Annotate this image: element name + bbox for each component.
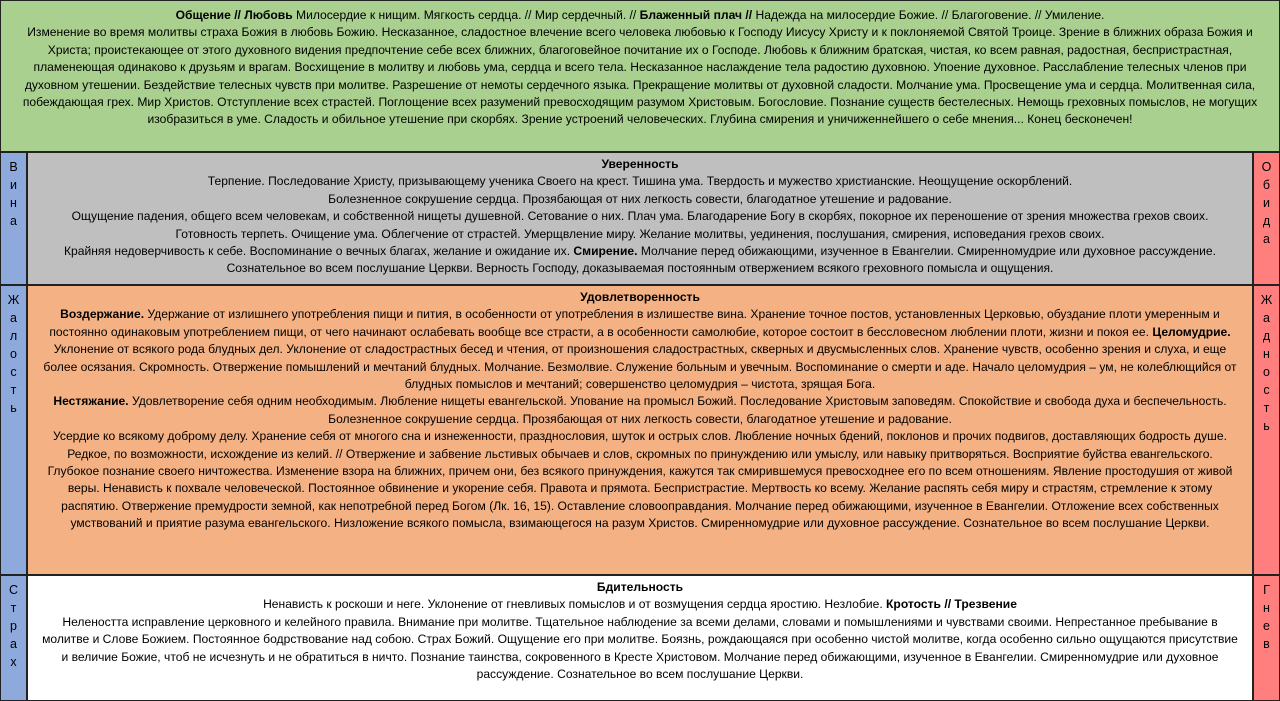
love-paragraph: Изменение во время молитвы страха Божия в любовь Божию. Несказанное, сладостное влечение всего человека любовью к Господу Иисусу Христу и к поклоняемой Святой Троице. Зрение в ближних образа Божия и Христа; проистекающее от этого духовного видения предпочтение себе всех ближних, благоговейное почитание их о Господе. Любовь к ближним братская, чистая, ко всем равная, радостная, беспристрастная, пламенеющая одинаково к друзьям и врагам. Восхищение в молитву и любовь ума, сердца и всего тела. Несказанное наслаждение тела радостию духовною. Упоение духовное. Расслабление телесных членов при духовном утешении. Бездействие телесных чувств при молитве. Разрешение от немоты сердечного языка. Прекращение молитвы от духовной сладости. Молчание ума. Просвещение ума и сердца. Молитвенная сила, побеждающая грех. Мир Христов. Отступление всех страстей. Поглощение всех разумений превосходящим разумом Христовым. Богословие. Познание существ бестелесных. Немощь греховных помыслов, не могущих изобразиться в уме. Сладость и обильное утешение при скорбях. Зрение устроений человеческих. Глубина смирения и уничиженнейшего о себе мнения... Конец бесконечен! [22,25,1258,127]
side-label-anger [1253,575,1280,701]
confidence-text-4c: Молчание перед обижающими, изученное в Евангелии. Смиренномудрие или духовное рассуждение. Сознательное во всем послушание Церкви. Верность Господу, доказываемая постоянным отвержением всякого греховного помысла и ощущения. [226,244,1216,276]
side-letter: с [10,365,17,379]
side-letter: х [10,655,17,669]
side-letter: и [10,178,17,192]
side-letter: о [1263,365,1270,379]
vigilance-title: Бдительность [596,580,684,594]
side-letter: в [1263,637,1270,651]
vigilance-paragraph: Нелеността исправление церковного и келейного правила. Внимание при молитве. Тщательное наблюдение за всеми делами, словами и помышлениями и чувствами своими. Непрестанное пребывание в молитве и Слове Божием. Постоянное бодрствование над собою. Страх Божий. Ощущение его при молитве. Боязнь, рождающаяся при особенно чистой молитве, когда особенно сильно ощущаются присутствие и величие Божие, чтоб не исчезнуть и не обратиться в ничто. Познание таинства, сокровенного в Кресте Христовом. Молчание перед обижающими, изученное в Евангелии. Смиренномудрие или духовное рассуждение. Сознательное во всем послушание Церкви. [42,614,1238,682]
confidence-line-4 [40,243,1240,278]
non-possession-title: Нестяжание. [53,394,129,409]
side-label-greed [1253,285,1280,575]
abstinence-text: Удержание от излишнего употребления пищи и пития, в особенности от употребления в излишестве вина. Хранение точное постов, установленных Церковью, обуздание плоти умеренным и постоянно одинаковым употреблением пищи, от чего начинают ослабевать вообще все страсти, а в особенности самолюбие, которое состоит в бессловесном люблении плоти, жизни и покоя ее. [49,307,1220,339]
side-letter: В [9,160,18,174]
section-confidence [27,152,1253,285]
side-letter: т [10,601,17,615]
side-letter: л [9,329,18,343]
side-letter: а [1263,311,1270,325]
satisfaction-para-1 [40,306,1240,393]
side-letter: а [10,214,17,228]
vigilance-text-1: Ненависть к роскоши и неге. Уклонение от гневливых помыслов и от возмущения сердца яростию. Незлобие. [263,597,887,612]
satisfaction-title: Удовлетворенность [580,290,700,304]
side-letter: н [10,196,17,210]
side-letter: д [1262,329,1271,343]
satisfaction-para-2 [40,393,1240,428]
side-letter: С [8,583,19,597]
love-heading-line [11,7,1269,24]
chastity-text: Уклонение от всякого рода блудных дел. Уклонение от сладострастных бесед и чтения, от произношения сладострастных, скверных и двусмысленных слов. Хранение чувств, особенно зрения и слуха, и еще более осязания. Скромность. Отвержение помышлений и мечтаний блудных. Молчание. Безмолвие. Служение больным и увечным. Воспоминание о смерти и аде. Начало целомудрия – ум, не колеблющийся от блудных помыслов и мечтаний; совершенство целомудрия – чистота, зрящая Бога. [43,342,1237,392]
weeping-title: Блаженный плач // [639,8,753,22]
side-letter: н [1263,347,1270,361]
section-vigilance [27,575,1253,701]
side-letter: а [10,637,17,651]
love-text-2: Надежда на милосердие Божие. // Благоговение. // Умиление. [752,8,1105,22]
side-letter: а [1263,232,1270,246]
confidence-line-3: Ощущение падения, общего всем человекам, и собственной нищеты душевной. Сетование о них. Плач ума. Благодарение Богу в скорбях, покорное их переношение от зрения множества грехов своих. Готовность терпеть. Очищение ума. Облегчение от страстей. Умерщвление миру. Желание молитвы, уединения, послушания, смирения, исповедания грехов своих. [71,209,1209,241]
confidence-title: Уверенность [601,157,679,171]
side-letter: а [10,311,17,325]
side-letter: е [1263,619,1270,633]
side-letter: Ж [7,293,20,307]
confidence-text-4a: Крайняя недоверчивость к себе. Воспоминание о вечных благах, желание и ожидание их. [64,244,574,259]
side-letter: т [1263,401,1270,415]
side-label-offense [1253,152,1280,285]
side-label-fear [0,575,27,701]
section-love [0,0,1280,152]
chastity-title: Целомудрие. [1152,324,1231,339]
side-letter: ь [1263,419,1270,433]
humility-title: Смирение. [573,244,638,259]
section-satisfaction [27,285,1253,575]
love-title: Общение // Любовь [175,8,293,22]
meekness-title: Кротость // Трезвение [886,597,1017,612]
side-letter: с [1263,383,1270,397]
satisfaction-para-4: Глубокое познание своего ничтожества. Изменение взора на ближних, причем они, без всякого принуждения, кажутся так смирившемуся превосходнее его по всем отношениям. Явление простодушия от живой веры. Ненависть к похвале человеческой. Постоянное обвинение и укорение себя. Правота и прямота. Беспристрастие. Мертвость ко всему. Желание распять себя миру и страстям, стремление к этому распятию. Отвержение премудрости земной, как непотребной перед Богом (Лк. 16, 15). Оставление словооправдания. Молчание перед обижающими, изученное в Евангелии. Отложение всех собственных умствований и приятие разума евангельского. Низложение всякого помысла, взимающегося на разум Христов. Смиренномудрие или духовное рассуждение. Сознательное во всем послушание Церкви. [47,464,1233,531]
side-letter: д [1262,214,1271,228]
satisfaction-para-3: Усердие ко всякому доброму делу. Хранение себя от многого сна и изнеженности, празднословия, шуток и острых слов. Любление ночных бдений, поклонов и прочих подвигов, доставляющих бодрость душе. Редкое, по возможности, исхождение из келий. // Отвержение и забвение льстивых обычаев и слов, скромных по принуждению или умыслу, или навыку притворяться. Восприятие буйства евангельского. [53,429,1227,461]
confidence-line-1: Терпение. Последование Христу, призывающему ученика Своего на крест. Тишина ума. Твердость и мужество христианские. Неощущение оскорблений. [207,174,1073,189]
side-letter: т [10,383,17,397]
side-letter: и [1263,196,1270,210]
abstinence-title: Воздержание. [60,307,145,322]
vigilance-line-1 [40,596,1240,613]
side-letter: н [1263,601,1270,615]
side-letter: Г [1263,583,1270,597]
side-label-pity [0,285,27,575]
side-letter: Ж [1260,293,1273,307]
side-letter: р [10,619,17,633]
non-possession-text: Удовлетворение себя одним необходимым. Люблениe нищеты евангельской. Упование на промысл Божий. Последование Христовым заповедям. Спокойствие и свобода духа и беспечельность. Болезненное сокрушение сердца. Прозябающая от них легкость совести, благодатное утешение и радование. [128,394,1227,426]
side-letter: б [1262,178,1271,192]
side-letter: О [1261,160,1272,174]
side-label-guilt [0,152,27,285]
side-letter: ь [10,401,17,415]
side-letter: о [10,347,17,361]
confidence-line-2: Болезненное сокрушение сердца. Прозябающая от них легкость совести, благодатное утешение и радование. [328,191,952,206]
love-text-1: Милосердие к нищим. Мягкость сердца. // Мир сердечный. // [292,8,640,22]
